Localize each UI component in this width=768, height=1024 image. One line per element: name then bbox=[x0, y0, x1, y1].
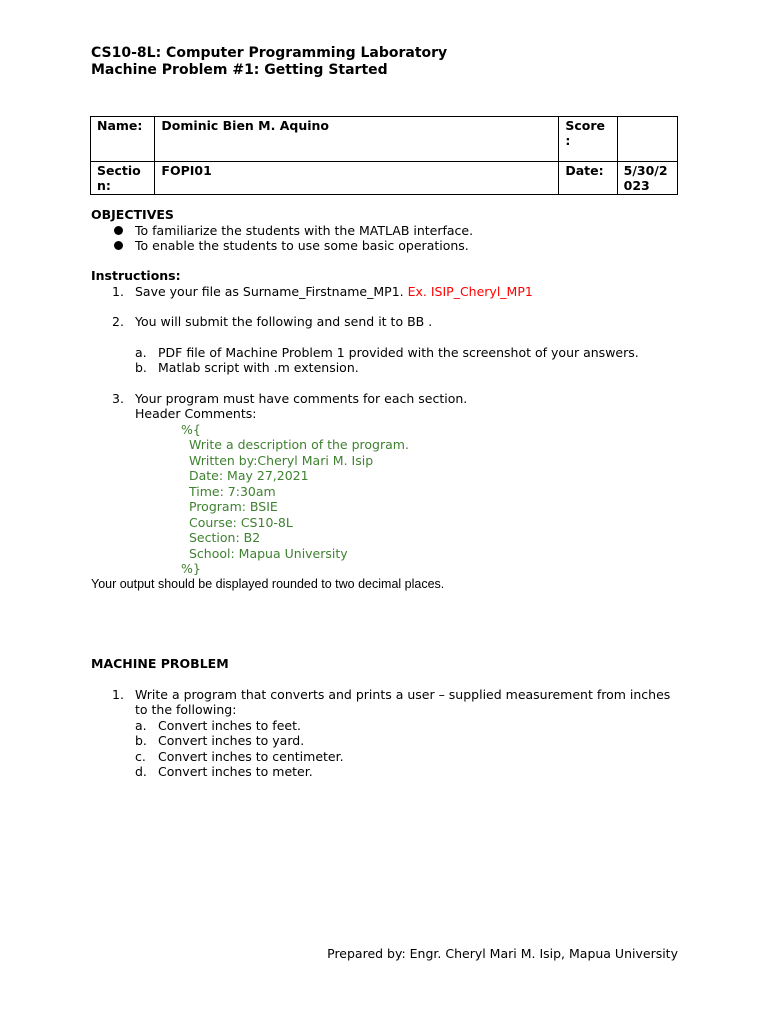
item-number: 1. bbox=[112, 686, 124, 702]
code-block bbox=[91, 422, 679, 577]
sub-letter: a. bbox=[135, 344, 147, 360]
code-line: Write a description of the program. bbox=[189, 437, 409, 452]
date-label: Date: bbox=[559, 162, 617, 195]
sub-text: Convert inches to feet. bbox=[158, 717, 301, 733]
machine-problem-section bbox=[91, 656, 679, 780]
code-line: Written by:Cheryl Mari M. Isip bbox=[189, 452, 374, 468]
sub-letter: b. bbox=[135, 360, 147, 375]
code-line: Course: CS10-8L bbox=[189, 514, 293, 530]
instruction-item-3 bbox=[91, 391, 679, 407]
instruction-text: You will submit the following and send it to BB . bbox=[135, 314, 433, 329]
section-label bbox=[91, 162, 155, 195]
instruction-item-2 bbox=[91, 314, 679, 330]
sub-text: Matlab script with .m extension. bbox=[158, 360, 359, 375]
section-label-text: Section: bbox=[97, 163, 141, 193]
item-number: 3. bbox=[112, 390, 124, 406]
name-value: Dominic Bien M. Aquino bbox=[155, 117, 559, 162]
sub-letter: a. bbox=[135, 717, 147, 733]
bullet-icon bbox=[114, 226, 123, 235]
instruction-text: Save your file as Surname_Firstname_MP1. bbox=[135, 283, 404, 299]
instruction-text: Your program must have comments for each section. bbox=[135, 390, 468, 406]
list-item bbox=[91, 764, 679, 780]
item-number: 1. bbox=[112, 283, 124, 299]
student-info-table bbox=[90, 116, 678, 195]
list-item bbox=[91, 733, 679, 749]
code-line: Program: BSIE bbox=[189, 499, 278, 514]
instructions-section bbox=[91, 268, 679, 592]
code-open: %{ bbox=[181, 421, 201, 437]
machine-problem-heading: MACHINE PROBLEM bbox=[91, 656, 229, 671]
code-line: School: Mapua University bbox=[189, 545, 348, 561]
sub-text: Convert inches to yard. bbox=[158, 733, 305, 748]
info-row-section bbox=[91, 162, 678, 195]
objectives-section bbox=[91, 207, 679, 254]
list-item bbox=[91, 718, 679, 734]
sub-text: Convert inches to centimeter. bbox=[158, 748, 344, 764]
sub-letter: d. bbox=[135, 764, 147, 779]
sub-letter: c. bbox=[135, 748, 146, 764]
objectives-list bbox=[91, 223, 679, 254]
info-row-name bbox=[91, 117, 678, 162]
score-value bbox=[617, 117, 677, 162]
problem-title: Machine Problem #1: Getting Started bbox=[91, 62, 388, 78]
code-line: Section: B2 bbox=[189, 530, 261, 545]
list-item bbox=[91, 238, 679, 254]
name-label: Name: bbox=[91, 117, 155, 162]
prepared-by-footer: Prepared by: Engr. Cheryl Mari M. Isip, Mapua University bbox=[327, 946, 678, 961]
problem-text: Write a program that converts and prints a user – supplied measurement from inches to the following: bbox=[135, 686, 671, 717]
code-line: Date: May 27,2021 bbox=[189, 468, 309, 483]
objective-text: To familiarize the students with the MATLAB interface. bbox=[135, 222, 474, 238]
sub-letter: b. bbox=[135, 733, 147, 748]
filename-example: Ex. ISIP_Cheryl_MP1 bbox=[407, 283, 533, 299]
score-label bbox=[559, 117, 617, 162]
header-comments-label: Header Comments: bbox=[135, 406, 257, 421]
date-value bbox=[617, 162, 677, 195]
item-number: 2. bbox=[112, 314, 124, 329]
document-header bbox=[91, 45, 679, 79]
sub-text: PDF file of Machine Problem 1 provided with the screenshot of your answers. bbox=[158, 344, 639, 360]
problem-item-1 bbox=[91, 687, 679, 718]
score-label-text: Score : bbox=[565, 118, 606, 148]
objective-text: To enable the students to use some basic operations. bbox=[135, 238, 469, 253]
list-item bbox=[91, 360, 679, 376]
instruction-item-1 bbox=[91, 284, 679, 300]
date-value-text: 5/30/2023 bbox=[623, 163, 668, 193]
section-value: FOPI01 bbox=[155, 162, 559, 195]
list-item bbox=[91, 749, 679, 765]
bullet-icon bbox=[114, 241, 123, 250]
output-note: Your output should be displayed rounded to two decimal places. bbox=[91, 576, 445, 591]
objectives-heading: OBJECTIVES bbox=[91, 207, 174, 222]
course-title: CS10-8L: Computer Programming Laboratory bbox=[91, 45, 448, 61]
list-item bbox=[91, 223, 679, 239]
code-close: %} bbox=[181, 561, 201, 576]
list-item bbox=[91, 345, 679, 361]
sub-text: Convert inches to meter. bbox=[158, 764, 313, 779]
code-line: Time: 7:30am bbox=[189, 483, 276, 499]
instructions-heading: Instructions: bbox=[91, 268, 181, 283]
